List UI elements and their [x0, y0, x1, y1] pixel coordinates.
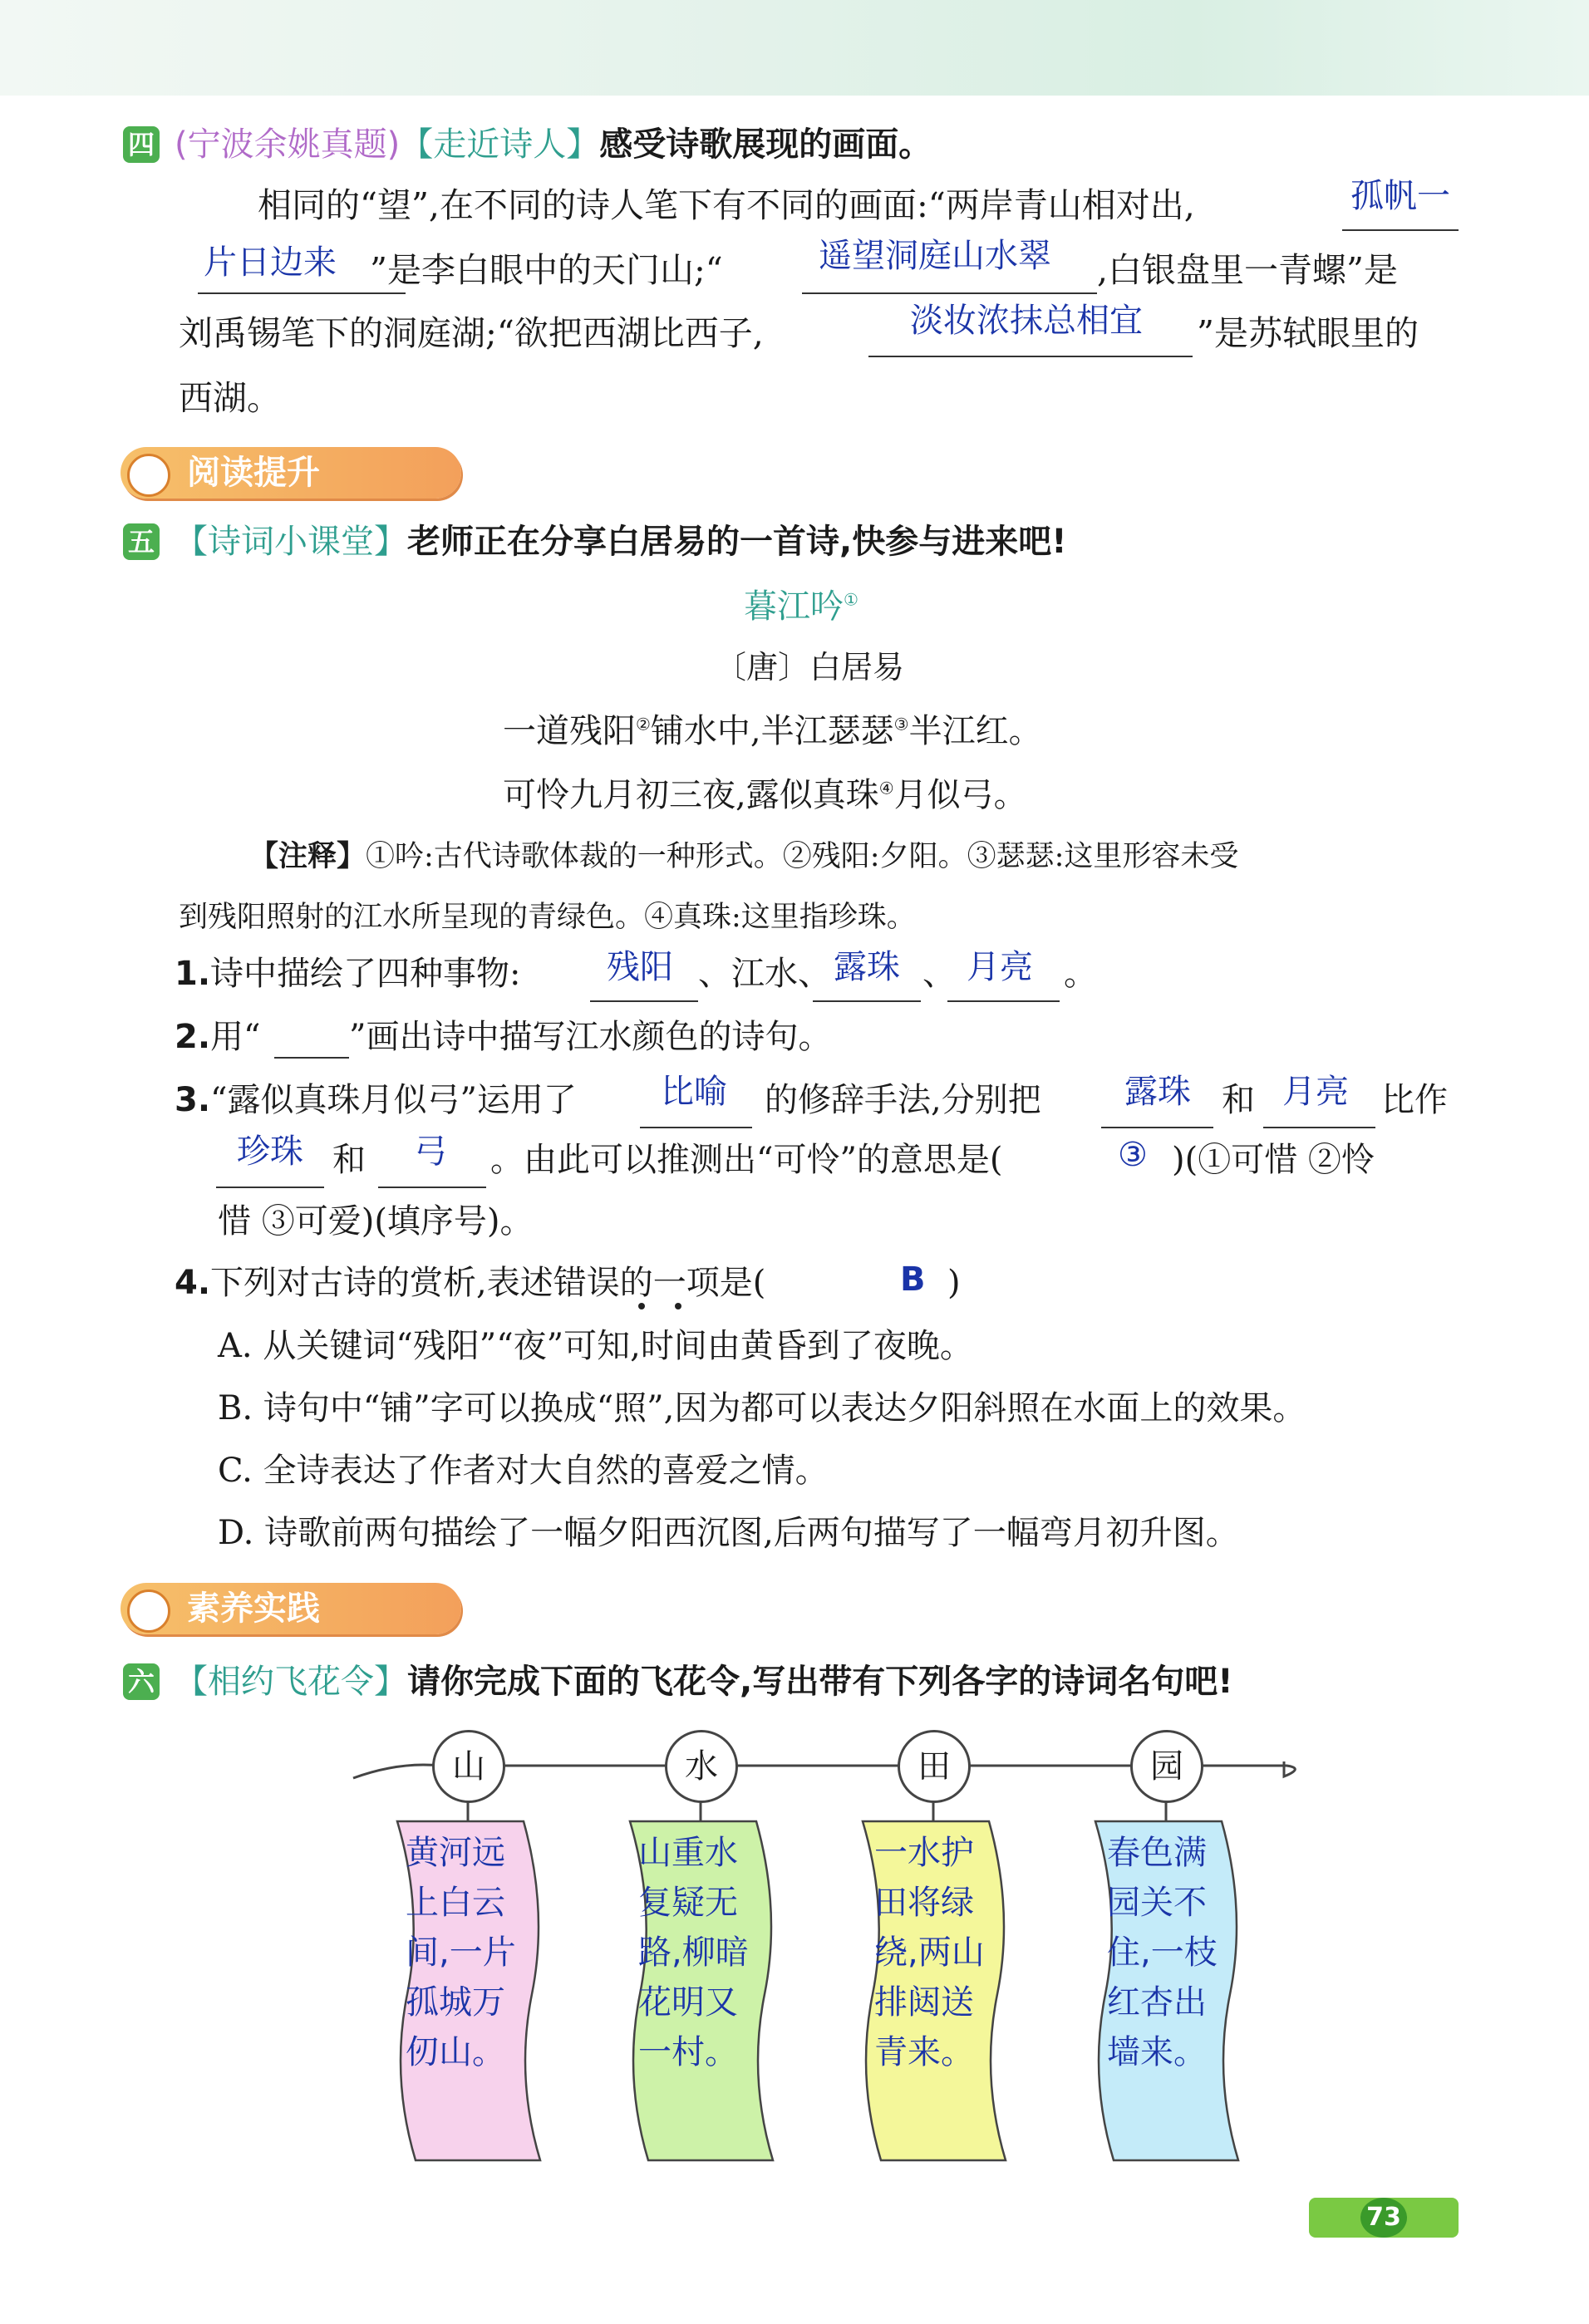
item-3-answer-4: 珍珠: [237, 1133, 303, 1171]
item-4-end: ): [947, 1264, 961, 1302]
item-3-line-3: 惜 ③可爱)(填序号)。: [218, 1202, 534, 1241]
question-6-tag: 【相约飞花令】: [175, 1663, 407, 1701]
card-4-answer: 春色满园关不住,一枝红杏出墙来。: [1107, 1834, 1218, 2071]
item-1-mid: 、江水、: [698, 955, 831, 993]
item-3-answer-2: 露珠: [1124, 1073, 1191, 1111]
q4-line-2-mid: ”是李白眼中的天门山;“: [370, 250, 723, 290]
q4-answer-2: 遥望洞庭山水翠: [819, 237, 1051, 275]
item-2-text: 用“: [210, 1018, 261, 1056]
item-1-answer-1: 残阳: [607, 948, 673, 986]
poem-title-text: 暮江吟: [744, 587, 844, 626]
poem-title-note: ①: [844, 589, 858, 610]
question-number-5: 五: [123, 523, 160, 560]
q4-answer-3: 淡妆浓抹总相宜: [910, 302, 1143, 340]
item-1-end: 。: [1064, 955, 1097, 993]
item-2-number: 2.: [175, 1018, 211, 1056]
item-2-end: ”画出诗中描写江水颜色的诗句。: [349, 1018, 832, 1056]
question-5-tag: 【诗词小课堂】: [175, 523, 407, 561]
verse-1-c: 半江红。: [908, 712, 1042, 750]
section-reading-title: 阅读提升: [187, 454, 320, 492]
option-b: B. 诗句中“铺”字可以换成“照”,因为都可以表达夕阳斜照在水面上的效果。: [218, 1389, 1306, 1427]
option-d: D. 诗歌前两句描绘了一幅夕阳西沉图,后两句描写了一幅弯月初升图。: [218, 1514, 1239, 1552]
item-3-end: )(①可惜 ②怜: [1172, 1141, 1375, 1179]
item-3-answer-3: 月亮: [1282, 1073, 1349, 1111]
item-3-text: “露似真珠月似弓”运用了: [210, 1081, 577, 1119]
verse-1-note-3: ③: [893, 714, 909, 735]
question-5-prompt: 老师正在分享白居易的一首诗,快参与进来吧!: [407, 523, 1067, 561]
q4-line-4: 西湖。: [179, 378, 281, 418]
card-2-answer: 山重水复疑无路,柳暗花明又一村。: [638, 1834, 749, 2071]
item-3-mid-3: 比作: [1381, 1081, 1448, 1119]
card-3-answer: 一水护田将绿绕,两山排闼送青来。: [874, 1834, 985, 2071]
item-1-sep: 、: [922, 955, 956, 993]
question-number-4: 四: [123, 126, 160, 163]
section-practice-title: 素养实践: [187, 1589, 320, 1628]
item-1-number: 1.: [175, 955, 211, 993]
verse-1-b: 铺水中,半江瑟瑟: [650, 712, 894, 750]
item-4-number: 4.: [175, 1264, 211, 1302]
question-4-source: (宁波余姚真题): [175, 125, 401, 164]
question-4-prompt: 感受诗歌展现的画面。: [599, 125, 932, 164]
item-1-text: 诗中描绘了四种事物:: [210, 955, 521, 993]
q4-line-3-end: ”是苏轼眼里的: [1197, 313, 1419, 353]
notes-label: 【注释】: [249, 840, 367, 873]
char-circle-2: 水: [665, 1730, 738, 1803]
poem-notes-line-2: 到残阳照射的江水所呈现的青绿色。④真珠:这里指珍珠。: [179, 901, 916, 934]
char-circle-4: 园: [1130, 1730, 1203, 1803]
card-1-answer: 黄河远上白云间,一片孤城万仞山。: [406, 1834, 516, 2071]
char-circle-3: 田: [898, 1730, 971, 1803]
char-circle-1: 山: [432, 1730, 505, 1803]
question-number-6: 六: [123, 1663, 160, 1700]
item-1-answer-2: 露珠: [834, 948, 900, 986]
verse-2-a: 可怜九月初三夜,露似真珠: [503, 776, 879, 814]
verse-1-note-2: ②: [636, 714, 651, 735]
q4-answer-1b: 片日边来: [204, 243, 337, 282]
item-3-answer-1: 比喻: [661, 1073, 727, 1111]
item-1-answer-3: 月亮: [967, 948, 1033, 986]
q4-answer-1a: 孤帆一: [1350, 177, 1450, 215]
verse-1-a: 一道残阳: [503, 712, 636, 750]
item-3-mid-4: 和: [332, 1141, 366, 1179]
verse-2-note-4: ④: [878, 778, 894, 798]
item-3-mid-5: 。由此可以推测出“可怜”的意思是(: [490, 1141, 1003, 1179]
item-3-answer-5: 弓: [414, 1133, 447, 1171]
item-3-mid-1: 的修辞手法,分别把: [765, 1081, 1041, 1119]
item-3-mid-2: 和: [1222, 1081, 1255, 1119]
q4-line-2-end: ,白银盘里一青螺”是: [1097, 250, 1398, 290]
q4-line-1: 相同的“望”,在不同的诗人笔下有不同的画面:“两岸青山相对出,: [258, 185, 1195, 225]
item-3-number: 3.: [175, 1081, 211, 1119]
page-number-badge: [1309, 2198, 1459, 2238]
q4-line-3-start: 刘禹锡笔下的洞庭湖;“欲把西湖比西子,: [179, 313, 764, 353]
item-4-answer: B: [900, 1260, 926, 1299]
notes-text-1: ①吟:古代诗歌体裁的一种形式。②残阳:夕阳。③瑟瑟:这里形容未受: [366, 840, 1239, 873]
option-c: C. 全诗表达了作者对大自然的喜爱之情。: [218, 1452, 829, 1490]
item-3-answer-6: ③: [1118, 1136, 1148, 1174]
item-4-text: 下列对古诗的赏析,表述错误的一项是(: [210, 1264, 766, 1302]
question-4-tag: 【走近诗人】: [400, 125, 600, 164]
option-a: A. 从关键词“残阳”“夜”可知,时间由黄昏到了夜晚。: [218, 1327, 973, 1365]
verse-2-b: 月似弓。: [893, 776, 1027, 814]
question-6-prompt: 请你完成下面的飞花令,写出带有下列各字的诗词名句吧!: [407, 1663, 1233, 1701]
poem-author: 〔唐〕白居易: [715, 649, 905, 685]
page-number: 73: [1360, 2198, 1407, 2238]
